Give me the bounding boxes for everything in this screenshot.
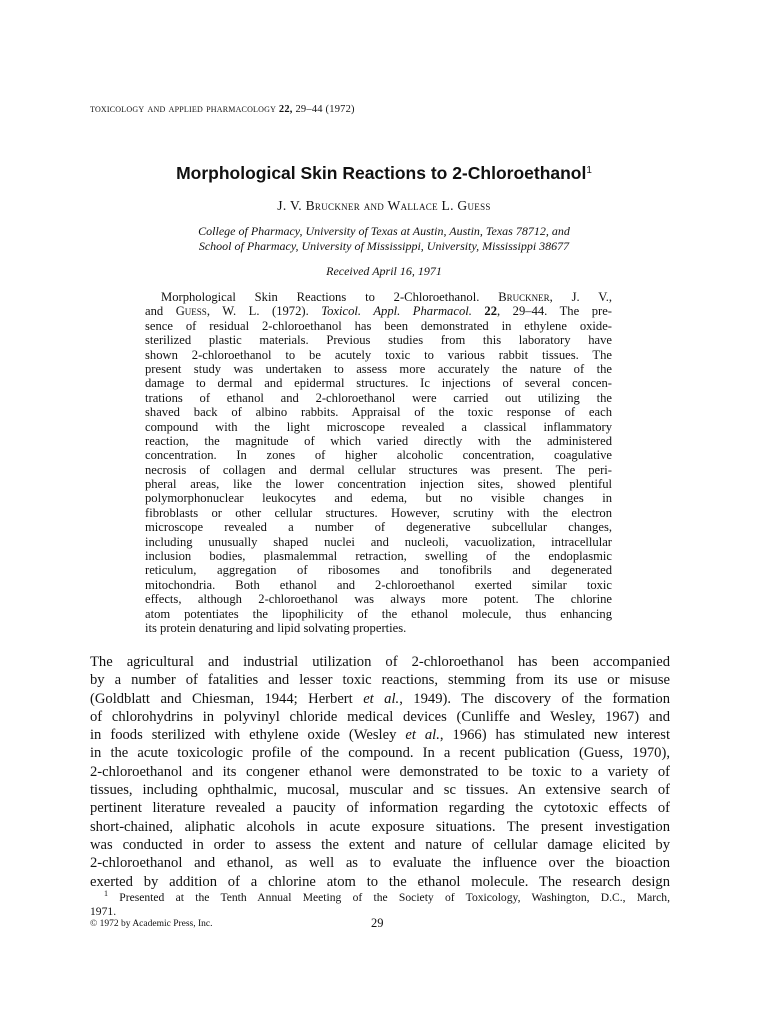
body-line: tissues, including ophthalmic, mucosal, muscular and sc tissues. An extensive search of <box>90 782 670 799</box>
journal-name: toxicology and applied pharmacology <box>90 101 277 115</box>
received-date: Received April 16, 1971 <box>326 264 442 278</box>
abstract-line: shown 2-chloroethanol to be acutely toxic to various rabbit tissues. The <box>145 347 612 362</box>
body-line: was conducted in order to assess the extent and nature of cellular damage elicited by <box>90 836 670 853</box>
body-line: short-chained, aliphatic alcohols in acute exposure situations. The present investigation <box>90 818 670 835</box>
copyright-notice: © 1972 by Academic Press, Inc. <box>90 919 213 929</box>
footnote-line-2: 1971. <box>90 904 117 918</box>
abstract-line: trations of ethanol and 2-chloroethanol were carried out utilizing the <box>145 390 612 405</box>
abstract-line: effects, although 2-chloroethanol was always more potent. The chlorine <box>145 592 612 607</box>
footnote-mark: 1 <box>104 889 108 898</box>
abstract-line: concentration. In zones of higher alcoholic concentration, coagulative <box>145 448 612 463</box>
body-line: The agricultural and industrial utilization of 2-chloroethanol has been accompanied <box>90 654 670 670</box>
abstract-line: its protein denaturing and lipid solvating properties. <box>145 620 407 635</box>
affiliation-line-2: School of Pharmacy, University of Mississippi, University, Mississippi 38677 <box>198 239 570 253</box>
title-footnote-mark: 1 <box>586 165 592 176</box>
footnote-text: Presented at the Tenth Annual Meeting of the Society of Toxicology, Washington, D.C., March, <box>119 890 670 904</box>
abstract-line: present study was undertaken to assess more accurately the nature of the <box>145 361 612 376</box>
body-line: 2-chloroethanol and its congener ethanol were demonstrated to be toxic to a variety of <box>90 763 670 780</box>
abstract-line: microscope revealed a number of degenerative subcellular changes, <box>145 520 612 535</box>
abstract-line: and Guess, W. L. (1972). Toxicol. Appl. Pharmacol. 22, 29–44. The pre- <box>145 304 612 319</box>
article-title-text: Morphological Skin Reactions to 2-Chloroethanol <box>176 163 587 183</box>
abstract-line: sence of residual 2-chloroethanol has been demonstrated in ethylene oxide- <box>145 318 612 333</box>
abstract-line: atom potentiates the lipophilicity of the ethanol molecule, thus enhancing <box>145 606 612 621</box>
abstract-line: mitochondria. Both ethanol and 2-chloroethanol exerted similar toxic <box>145 577 612 592</box>
abstract-line: pheral areas, like the lower concentration injection sites, showed plentiful <box>145 477 612 492</box>
footnote-line-1 <box>90 887 670 905</box>
abstract-line: sterilized plastic materials. Previous studies from this laboratory have <box>145 333 612 348</box>
abstract-line: polymorphonuclear leukocytes and edema, but no visible changes in <box>145 491 612 506</box>
body-line: by a number of fatalities and lesser toxic reactions, stemming from its use or misuse <box>90 672 670 689</box>
abstract-line: fibroblasts or other cellular structures. However, scrutiny with the electron <box>145 505 612 520</box>
body-line: in the acute toxicologic profile of the compound. In a recent publication (Guess, 1970), <box>90 745 670 762</box>
body-line: (Goldblatt and Chiesman, 1944; Herbert et al., 1949). The discovery of the formation <box>90 690 670 707</box>
abstract-line: shaved back of albino rabbits. Appraisal of the toxic response of each <box>145 405 612 420</box>
body-line: pertinent literature revealed a paucity of information regarding the cytotoxic effects of <box>90 800 670 817</box>
authors: J. V. Bruckner and Wallace L. Guess <box>277 198 491 213</box>
abstract-line: compound with the light microscope revealed a classical inflammatory <box>145 419 612 434</box>
body-paragraph <box>90 653 670 891</box>
abstract-line: necrosis of collagen and dermal cellular structures was present. The peri- <box>145 462 612 477</box>
abstract-line: reaction, the magnitude of which varied directly with the administered <box>145 433 612 448</box>
abstract <box>145 290 612 635</box>
abstract-line: damage to dermal and epidermal structures. Ic injections of several concen- <box>145 376 612 391</box>
abstract-line: reticulum, aggregation of ribosomes and tonofibrils and degenerated <box>145 563 612 578</box>
abstract-line: Morphological Skin Reactions to 2-Chloroethanol. Bruckner, J. V., <box>161 290 612 304</box>
article-title <box>0 163 768 184</box>
body-line: 2-chloroethanol and ethanol, as well as to evaluate the influence over the bioaction <box>90 855 670 872</box>
abstract-line: inclusion bodies, plasmalemmal retraction, swelling of the endoplasmic <box>145 549 612 564</box>
journal-pages-year: 29–44 (1972) <box>295 104 355 115</box>
body-line: of chlorohydrins in polyvinyl chloride medical devices (Cunliffe and Wesley, 1967) and <box>90 708 670 725</box>
body-line: in foods sterilized with ethylene oxide (Wesley et al., 1966) has stimulated new interest <box>90 727 670 744</box>
affiliation-line-1: College of Pharmacy, University of Texas at Austin, Austin, Texas 78712, and <box>198 224 570 238</box>
footnote <box>90 887 670 919</box>
body-line: exerted by addition of a chlorine atom to the ethanol molecule. The research design <box>90 873 670 890</box>
journal-volume: 22, <box>278 104 293 115</box>
running-head <box>90 101 355 116</box>
page-number: 29 <box>371 916 384 930</box>
abstract-line: including unusually shaped nuclei and nucleoli, vacuolization, intracellular <box>145 534 612 549</box>
